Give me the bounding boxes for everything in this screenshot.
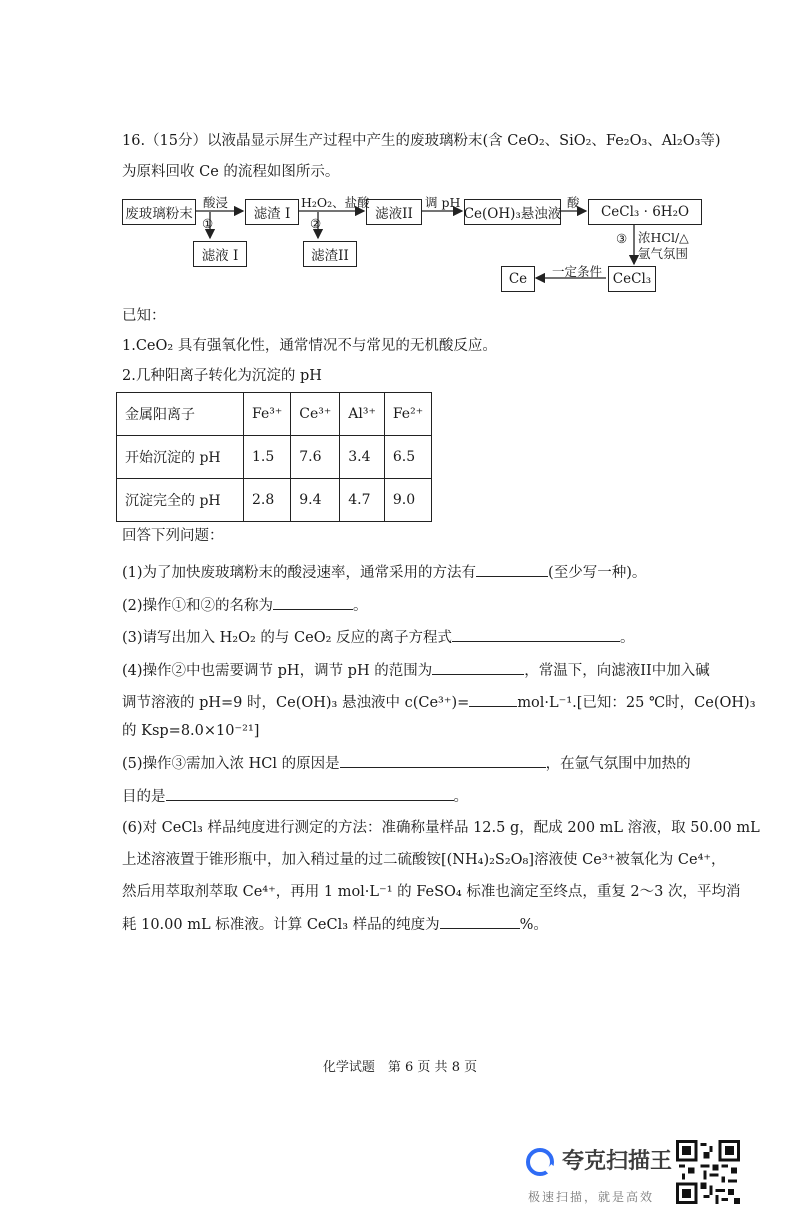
q2-line <box>122 595 368 616</box>
q6-line-4 <box>122 914 548 935</box>
q5-reason-blank[interactable] <box>340 753 546 768</box>
answer-intro: 回答下列问题： <box>122 528 224 544</box>
label-acid: 酸 <box>567 195 580 210</box>
table-cell: 7.6 <box>291 436 340 479</box>
box-cecl3-hydrate: CeCl₃ · 6H₂O <box>588 199 702 225</box>
q6-line-2: 上述溶液置于锥形瓶中，加入稍过量的过二硫酸铵[(NH₄)₂S₂O₈]溶液使 Ce³⁺被氧化为 Ce⁴⁺， <box>122 852 726 868</box>
q1-tail: (至少写一种)。 <box>548 565 647 581</box>
box-filtrate-1: 滤液 I <box>193 241 247 267</box>
table-cell: 金属阳离子 <box>117 393 244 436</box>
box-residue-2: 滤渣II <box>303 241 357 267</box>
q2-tail: 。 <box>353 598 368 614</box>
question-line-2: 为原料回收 Ce 的流程如图所示。 <box>122 164 340 180</box>
watermark-title: 夸克扫描王 <box>562 1149 673 1174</box>
q6-text-e: %。 <box>519 917 548 933</box>
q5-text-c: 目的是 <box>122 789 166 805</box>
q4-concentration-blank[interactable] <box>469 692 517 707</box>
q5-text-d: 。 <box>453 789 468 805</box>
known-item-2: 2.几种阳离子转化为沉淀的 pH <box>122 368 322 384</box>
qr-code-icon <box>676 1140 740 1204</box>
q3-answer-blank[interactable] <box>452 627 620 642</box>
q3-tail: 。 <box>620 630 635 646</box>
process-flow-arrows <box>0 0 800 320</box>
table-cell: Fe²⁺ <box>384 393 431 436</box>
q5-line-2 <box>122 786 468 807</box>
table-cell: 1.5 <box>244 436 291 479</box>
q4-line-3: 的 Ksp=8.0×10⁻²¹] <box>122 723 260 739</box>
precipitation-ph-table <box>116 392 432 522</box>
table-cell: Fe³⁺ <box>244 393 291 436</box>
box-cecl3: CeCl₃ <box>608 266 656 292</box>
table-cell: Al³⁺ <box>340 393 385 436</box>
q4-text-d: mol·L⁻¹.[已知：25 ℃时，Ce(OH)₃ <box>517 695 756 711</box>
q4-line-1 <box>122 660 710 681</box>
q4-text-b: ，常温下，向滤液II中加入碱 <box>524 663 710 679</box>
q5-text-b: ，在氩气氛围中加热的 <box>545 756 691 772</box>
table-cell: 9.4 <box>291 479 340 522</box>
label-op1: ① <box>202 216 214 231</box>
q3-text: (3)请写出加入 H₂O₂ 的与 CeO₂ 反应的离子方程式 <box>122 630 453 646</box>
table-cell: 9.0 <box>384 479 431 522</box>
label-acid-leach: 酸浸 <box>203 195 229 210</box>
q6-line-3: 然后用萃取剂萃取 Ce⁴⁺，再用 1 mol·L⁻¹ 的 FeSO₄ 标准也滴定至终点，重复 2～3 次，平均消 <box>122 884 741 900</box>
q2-text: (2)操作①和②的名称为 <box>122 598 274 614</box>
table-cell: 6.5 <box>384 436 431 479</box>
label-h2o2-hcl: H₂O₂、盐酸 <box>301 195 370 210</box>
q4-ph-range-blank[interactable] <box>432 660 524 675</box>
label-conc-hcl-heat: 浓HCl/△ <box>638 230 689 245</box>
known-heading: 已知： <box>122 308 166 324</box>
label-op3: ③ <box>616 231 628 246</box>
watermark-subtitle: 极速扫描，就是高效 <box>528 1190 655 1204</box>
q5-text-a: (5)操作③需加入浓 HCl 的原因是 <box>122 756 340 772</box>
table-cell: 2.8 <box>244 479 291 522</box>
q6-text-d: 耗 10.00 mL 标准液。计算 CeCl₃ 样品的纯度为 <box>122 917 440 933</box>
box-ceoh3-suspension: Ce(OH)₃悬浊液 <box>464 199 561 225</box>
question-line-1: 16.（15分）以液晶显示屏生产过程中产生的废玻璃粉末(含 CeO₂、SiO₂、Fe₂O₃、Al₂O₃等) <box>122 133 721 149</box>
table-cell: 开始沉淀的 pH <box>117 436 244 479</box>
q1-answer-blank[interactable] <box>476 562 548 577</box>
page-footer: 化学试题 第 6 页 共 8 页 <box>322 1060 478 1075</box>
label-certain-condition: 一定条件 <box>552 264 603 279</box>
q6-line-1: (6)对 CeCl₃ 样品纯度进行测定的方法：准确称量样品 12.5 g，配成 200 mL 溶液，取 50.00 mL <box>122 820 760 836</box>
q1-line <box>122 562 646 583</box>
table-header-row <box>117 393 432 436</box>
box-filtrate-2: 滤液II <box>366 199 422 225</box>
label-adjust-ph: 调 pH <box>425 195 461 210</box>
known-item-1: 1.CeO₂ 具有强氧化性，通常情况不与常见的无机酸反应。 <box>122 338 497 354</box>
q2-answer-blank[interactable] <box>273 595 353 610</box>
q5-line-1 <box>122 753 691 774</box>
q3-line <box>122 627 635 648</box>
label-argon-atmosphere: 氩气氛围 <box>638 246 689 261</box>
table-cell: 4.7 <box>340 479 385 522</box>
q1-text: (1)为了加快废玻璃粉末的酸浸速率，通常采用的方法有 <box>122 565 477 581</box>
table-row <box>117 436 432 479</box>
q4-text-c: 调节溶液的 pH=9 时，Ce(OH)₃ 悬浊液中 c(Ce³⁺)= <box>122 695 470 711</box>
q4-text-a: (4)操作②中也需要调节 pH，调节 pH 的范围为 <box>122 663 433 679</box>
quark-logo-icon <box>526 1148 554 1176</box>
table-cell: 沉淀完全的 pH <box>117 479 244 522</box>
q6-purity-blank[interactable] <box>440 914 520 929</box>
table-row <box>117 479 432 522</box>
q5-purpose-blank[interactable] <box>166 786 454 801</box>
box-ce: Ce <box>501 266 535 292</box>
table-cell: 3.4 <box>340 436 385 479</box>
box-waste-glass-powder: 废玻璃粉末 <box>122 199 196 225</box>
box-residue-1: 滤渣 I <box>245 199 299 225</box>
label-op2: ② <box>310 216 322 231</box>
q4-line-2 <box>122 692 756 713</box>
table-cell: Ce³⁺ <box>291 393 340 436</box>
